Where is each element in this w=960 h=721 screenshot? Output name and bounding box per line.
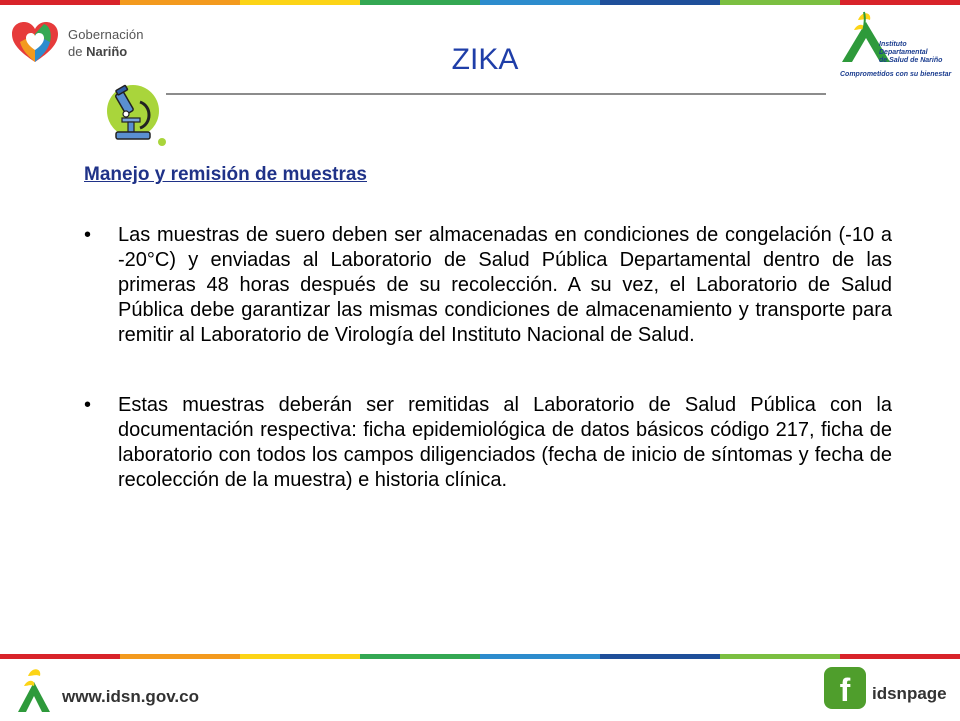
narino-name: de Nariño [68,44,128,59]
idsn-slogan: Comprometidos con su bienestar [840,71,952,78]
website-link[interactable]: www.idsn.gov.co [62,687,199,706]
gobernacion-name: Gobernación [68,27,144,42]
idsn-logo [832,10,952,82]
section-heading: Manejo y remisión de muestras [84,164,367,185]
bullet-marker: • [84,224,92,246]
title-divider [166,93,826,95]
bottom-color-bar [0,654,960,659]
facebook-icon[interactable] [824,667,866,709]
bullet-marker: • [84,394,92,416]
top-color-bar [0,0,960,5]
bullet-text: Estas muestras deberán ser remitidas al Laboratorio de Salud Pública con la documentación respectiva: ficha epidemiológica de datos básicos código 217, ficha de laboratorio con todos los campos diligenciados (fecha de inicio de síntomas y fecha de recolección de la muestra) e historia clínica. [118,394,892,491]
facebook-glyph: f [839,672,851,708]
microscope-icon [100,84,170,150]
page-title: ZIKA [451,43,519,76]
facebook-page-link[interactable]: idsnpage [872,684,947,703]
idsn-name: Instituto Departamental de Salud de Nariño [879,41,943,64]
idsn-footer-icon [14,664,54,716]
bullet-text: Las muestras de suero deben ser almacenadas en condiciones de congelación (-10 a -20°C) y enviadas al Laboratorio de Salud Pública Departamental dentro de las primeras 48 horas después de su recolección. A su vez, el Laboratorio de Salud Pública debe garantizar las mismas condiciones de almacenamiento y transporte para remitir al Laboratorio de Virología del Instituto Nacional de Salud. [118,224,892,346]
